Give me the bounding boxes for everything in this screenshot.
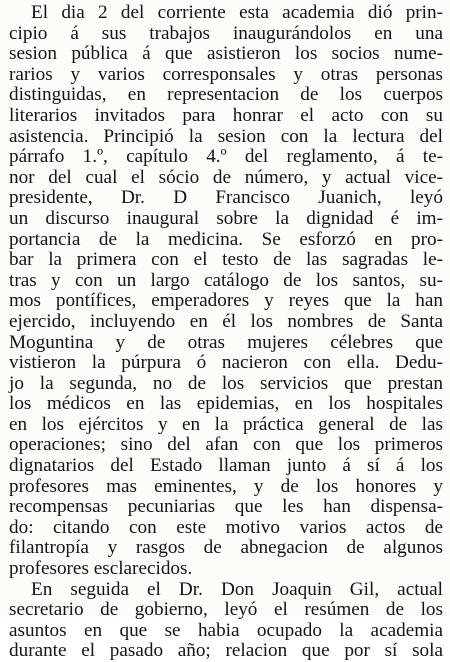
text-line: párrafo 1.º, capítulo 4.º del reglamento, á te- <box>9 146 443 168</box>
text-line: asistencia. Principió la sesion con la lectura del <box>9 125 443 147</box>
text-line: ejercido, incluyendo en él los nombres de Santa <box>9 310 443 332</box>
text-line: profesores esclarecidos. <box>9 558 193 580</box>
text-line: un discurso inaugural sobre la dignidad é im- <box>9 207 443 229</box>
text-line: asuntos en que se habia ocupado la academia <box>9 619 443 641</box>
text-line: dignatarios del Estado llaman junto á sí á los <box>9 455 443 477</box>
text-line: distinguidas, en representacion de los cuerpos <box>9 84 443 106</box>
text-line: durante el pasado año; relacion que por sí sola <box>9 640 443 662</box>
text-line: rarios y varios corresponsales y otras personas <box>9 63 443 85</box>
text-line: portancia de la medicina. Se esforzó en pro- <box>9 228 443 250</box>
text-line: profesores mas eminentes, y de los honores y <box>9 475 443 497</box>
text-line: El dia 2 del corriente esta academia dió prin- <box>31 2 443 23</box>
text-line: bar la primera con el testo de las sagradas le- <box>9 249 443 271</box>
text-line: secretario de gobierno, leyó el resúmen de los <box>9 599 443 621</box>
text-line: los médicos en las epidemias, en los hospitales <box>9 393 443 415</box>
text-line: operaciones; sino del afan con que los primeros <box>9 434 443 456</box>
text-line: sesion pública á que asistieron los socios nume- <box>9 43 443 65</box>
text-line: recompensas pecuniarias que les han dispensa- <box>9 496 443 518</box>
text-line: cipio á sus trabajos inaugurándolos en una <box>9 22 443 44</box>
text-line: vistieron la púrpura ó nacieron con ella. Dedu- <box>9 352 443 374</box>
text-line: mos pontífices, emperadores y reyes que la han <box>9 290 443 312</box>
text-line: en los ejércitos y en la práctica general de las <box>9 413 443 435</box>
text-line: En seguida el Dr. Don Joaquin Gil, actual <box>31 578 443 600</box>
text-line: Moguntina y de otras mujeres célebres que <box>9 331 443 353</box>
text-line: literarios invitados para honrar el acto con su <box>9 104 443 126</box>
text-line: jo la segunda, no de los servicios que prestan <box>9 372 443 394</box>
text-line: presidente, Dr. D Francisco Juanich, leyó <box>9 187 443 209</box>
body-text <box>9 3 443 662</box>
text-line: tras y con un largo catálogo de los santos, su- <box>9 269 443 291</box>
text-line: do: citando con este motivo varios actos de <box>9 516 443 538</box>
text-line: nor del cual el sócio de número, y actual vice- <box>9 166 443 188</box>
text-line: filantropía y rasgos de abnegacion de algunos <box>9 537 443 559</box>
